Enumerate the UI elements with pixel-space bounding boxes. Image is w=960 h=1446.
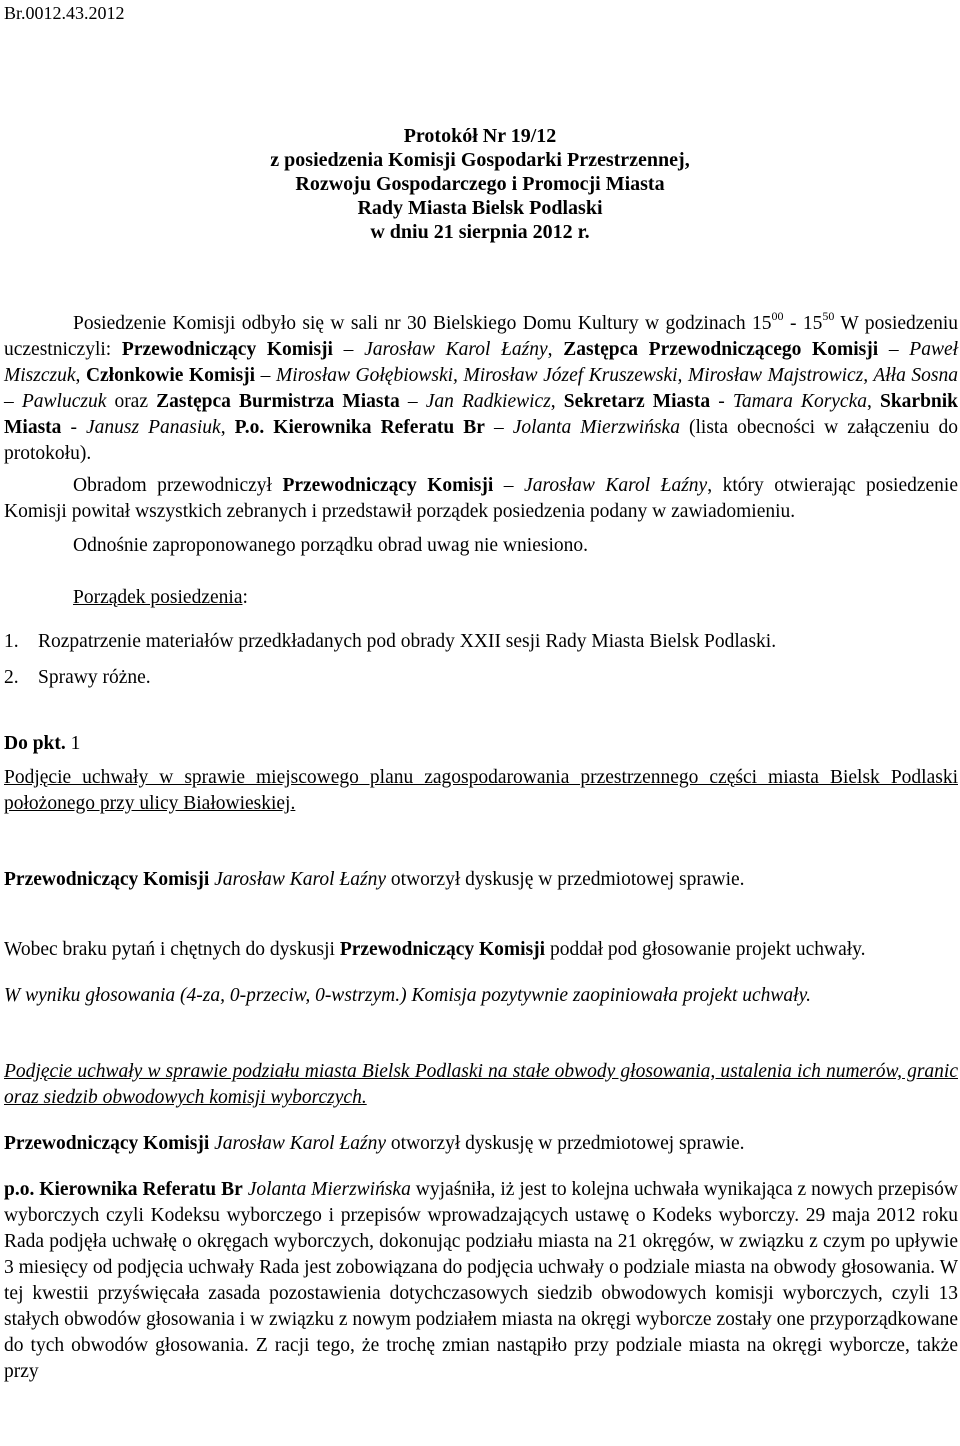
title-line: w dniu 21 sierpnia 2012 r. [370, 221, 590, 243]
agenda-topic-2: Podjęcie uchwały w sprawie podziału miasta Bielsk Podlaski na stałe obwody głosowania, ustalenia ich numerów, granic oraz siedzib obwodowych komisji wyborczych. [4, 1061, 958, 1108]
agenda-item: 1. Rozpatrzenie materiałów przedkładanych pod obrady XXII sesji Rady Miasta Bielsk Podlaski. [4, 631, 777, 652]
agenda-topic-1: Podjęcie uchwały w sprawie miejscowego planu zagospodarowania przestrzennego części miasta Bielsk Podlaski położonego przy ulicy Białowieskiej. [4, 767, 958, 814]
title-line: Rady Miasta Bielsk Podlaski [357, 197, 603, 219]
discussion-opening-2: Przewodniczący Komisji Jarosław Karol Łaźny otworzył dyskusję w przedmiotowej sprawie. [4, 1133, 745, 1154]
vote-result: W wyniku głosowania (4-za, 0-przeciw, 0-wstrzym.) Komisja pozytywnie zaopiniowała projekt uchwały. [4, 985, 812, 1006]
agenda-heading: Porządek posiedzenia: [73, 587, 248, 608]
discussion-opening-1: Przewodniczący Komisji Jarosław Karol Łaźny otworzył dyskusję w przedmiotowej sprawie. [4, 869, 745, 890]
document-title [0, 124, 960, 244]
no-remarks-paragraph: Odnośnie zaproponowanego porządku obrad uwag nie wniesiono. [73, 535, 588, 556]
document-reference-number: Br.0012.43.2012 [4, 3, 125, 23]
explanation-paragraph: p.o. Kierownika Referatu Br Jolanta Mierzwińska wyjaśniła, iż jest to kolejna uchwała wynikająca z nowych przepisów wyborczych czyli Kodeksu wyborczego i przepisów wprowadzających ustawę o Kodeks wyborczy. 29 maja 2012 roku Rada podjęła uchwałę o okręgach wyborczych, dokonując podziału miasta na 21 okręgów, w związku z czym po upływie 3 miesięcy od podjęcia uchwały Rada jest zobowiązana do podjęcia uchwały o podziale miasta na obwody głosowania. W tej kwestii przyświęcała zasada pozostawienia dotychczasowych siedzib obwodowych komisji wyborczych, czyli 13 stałych obwodów głosowania i w związku z nowym podziałem miasta na okręgi wyborcze zostały one przyporządkowane do tych obwodów głosowania. Z racji tego, że trochę zmian nastąpiło przy podziale miasta na okręgi wyborcze, także przy [4, 1179, 959, 1382]
title-line: Rozwoju Gospodarczego i Promocji Miasta [295, 173, 665, 195]
agenda-item: 2. Sprawy różne. [4, 667, 151, 688]
attendance-paragraph: Posiedzenie Komisji odbyło się w sali nr 30 Bielskiego Domu Kultury w godzinach $15^{00} - 15^{50}$ W posiedzeniu uczestniczyli: Przewodniczący Komisji – Jarosław Karol Łaźny, Zastępca Przewodniczącego Komisji – Paweł Miszczuk, Członkowie Komisji – Mirosław Gołębiowski, Mirosław Józef Kruszewski, Mirosław Majstrowicz, Ałła Sosna – Pawluczuk oraz Zastępca Burmistrza Miasta – Jan Radkiewicz, Sekretarz Miasta - Tamara Korycka, Skarbnik Miasta - Janusz Panasiuk, P.o. Kierownika Referatu Br – Jolanta Mierzwińska (lista obecności w załączeniu do protokołu). [4, 309, 959, 464]
document-body [4, 311, 958, 1385]
opening-paragraph: Obradom przewodniczył Przewodniczący Komisji – Jarosław Karol Łaźny, który otwierając posiedzenie Komisji powitał wszystkich zebranych i przedstawił porządek posiedzenia podany w zawiadomieniu. [4, 475, 958, 522]
title-line: z posiedzenia Komisji Gospodarki Przestrzennej, [270, 149, 690, 171]
point-heading: Do pkt. 1 [4, 733, 81, 754]
title-line: Protokół Nr 19/12 [403, 125, 557, 147]
vote-call-paragraph: Wobec braku pytań i chętnych do dyskusji Przewodniczący Komisji poddał pod głosowanie projekt uchwały. [4, 939, 866, 960]
